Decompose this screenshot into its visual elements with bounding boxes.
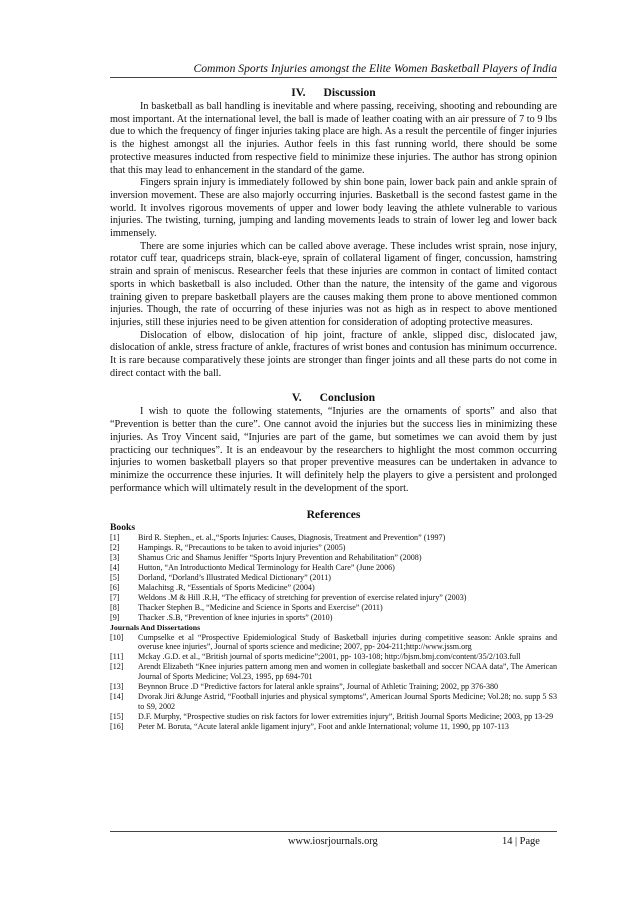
reference-number: [13]: [110, 682, 124, 692]
reference-item: [110, 692, 557, 712]
reference-number: [11]: [110, 652, 124, 662]
reference-item: [110, 613, 557, 623]
reference-number: [8]: [110, 602, 120, 612]
reference-item: [110, 593, 557, 603]
reference-item: [110, 662, 557, 682]
reference-text: Hampings. R, “Precautions to be taken to avoid injuries” (2005): [138, 543, 346, 553]
reference-number: [14]: [110, 691, 124, 701]
journals-label: Journals And Dissertations: [110, 622, 201, 632]
reference-text: Malachitsg .R, “Essentials of Sports Medicine” (2004): [138, 582, 315, 592]
section-title-conclusion: [110, 391, 557, 404]
reference-number: [3]: [110, 553, 120, 563]
references-title: References: [306, 508, 361, 522]
page-number: 14 | Page: [502, 836, 540, 847]
section-title-discussion: [110, 86, 557, 99]
reference-text: Arendt Elizabeth “Knee injuries pattern among men and women in collegiate basketball and soccer NCAA data”, The American Journal of Sports Medicine; Vol.23, 1995, pp 694-701: [138, 662, 557, 682]
reference-item: [110, 573, 557, 583]
header-rule: [110, 77, 557, 78]
reference-item: [110, 533, 557, 543]
reference-item: [110, 652, 557, 662]
reference-number: [1]: [110, 533, 120, 543]
running-title: Common Sports Injuries amongst the Elite Women Basketball Players of India: [193, 62, 557, 75]
reference-text: Hutton, “An Introductionto Medical Terminology for Health Care” (June 2006): [138, 563, 395, 573]
books-label: Books: [110, 522, 136, 534]
paragraph: There are some injuries which can be called above average. These includes wrist sprain, nose injury, rotator cuff tear, quadriceps strain, black-eye, sprain of collateral ligament of finger, concussion, hamstring strain and sprain of meniscus. Researcher feels that these injuries are common in contact of limited contact sports in which basketball is also included. Other than the nature, the intensity of the game and vigorous training given to prepare basketball players are the causes making them prone to above mentioned common injuries. Though, the rate of occurring of these injuries was not as high as in respect to above mentioned injuries, still these injuries need to be given attention for consideration of adopting protective measures.: [110, 240, 557, 328]
reference-text: Cumpselke et al “Prospective Epidemiological Study of Basketball injuries during competitive season: Ankle sprains and overuse knee injuries”, Journal of sports science and medicine; 2007, pp- 204-211;http://www.jssm.org: [138, 632, 557, 652]
footer-rule: [110, 831, 557, 832]
reference-number: [7]: [110, 592, 120, 602]
reference-number: [12]: [110, 662, 124, 672]
section-heading: Conclusion: [319, 391, 376, 405]
paragraph: Dislocation of elbow, dislocation of hip joint, fracture of ankle, slipped disc, dislocated jaw, dislocation of ankle, stress fracture of ankle, fractures of wrist bones and contusion has minimum occurrence. It is rare because comparatively these joints are stronger than finger joints and all these parts do not come in direct contact with the ball.: [110, 329, 557, 379]
reference-number: [5]: [110, 573, 120, 583]
paragraph: In basketball as ball handling is inevitable and where passing, receiving, shooting and rebounding are most important. At the international level, the ball is made of leather coating with an air pressure of 7 to 9 lbs due to which the frequency of finger injuries taking place are high. As a result the percentile of finger injuries is the highest amongst all the injuries. Author feels in this fast running world, there should be some protective measures inducted from respective field to minimize these injuries. The author has strong opinion that this may lead to enhancement in the standard of the game.: [110, 101, 557, 176]
reference-item: [110, 682, 557, 692]
reference-text: Thacker Stephen B., “Medicine and Science in Sports and Exercise” (2011): [138, 602, 383, 612]
reference-item: [110, 543, 557, 553]
paragraph: I wish to quote the following statements, “Injuries are the ornaments of sports” and also that “Prevention is better than the cure”. One cannot avoid the injuries but the success lies in minimizing these injuries. As Troy Vincent said, “Injuries are part of the game, but sometimes we can avoid them by just practicing our techniques”. It is an endeavour by the researchers to highlight the most common occurring injuries to women basketball players so that proper preventive measures can be undertaken in advance to minimize the occurrence these injuries. It will definitely help the players to give a persistent and prolonged performance which will ultimately result in the development of the sport.: [110, 406, 557, 494]
reference-item: [110, 722, 557, 732]
books-list: [110, 533, 557, 622]
section-number: V.: [291, 391, 302, 405]
reference-number: [4]: [110, 563, 120, 573]
reference-text: D.F. Murphy, “Prospective studies on risk factors for lower extremities injury”, British Journal Sports Medicine; 2003, pp 13-29: [138, 711, 554, 721]
reference-text: Weldons .M & Hill .R.H, “The efficacy of stretching for prevention of exercise related injury” (2003): [138, 592, 467, 602]
reference-item: [110, 563, 557, 573]
journals-list: [110, 633, 557, 732]
reference-item: [110, 603, 557, 613]
reference-item: [110, 553, 557, 563]
body-text: [110, 86, 557, 732]
reference-item: [110, 633, 557, 653]
reference-text: Mckay .G.D. et al., “British journal of sports medicine”;2001, pp- 103-108; http://bjsm.bmj.com/content/35/2/103.full: [138, 652, 521, 662]
reference-number: [15]: [110, 711, 124, 721]
reference-text: Thacker .S.B, “Prevention of knee injuries in sports” (2010): [138, 612, 333, 622]
reference-text: Dvorak Jiri &Junge Astrid, “Football injuries and physical symptoms”, American Journal Sports Medicine; Vol.28; no. supp 5 S3 to S9, 2002: [138, 691, 557, 711]
reference-number: [6]: [110, 582, 120, 592]
reference-text: Peter M. Boruta, “Acute lateral ankle ligament injury”, Foot and ankle International; volume 11, 1990, pp 107-113: [138, 721, 509, 731]
section-number: IV.: [291, 86, 306, 99]
footer-url[interactable]: www.iosrjournals.org: [288, 836, 378, 847]
reference-number: [10]: [110, 632, 124, 642]
reference-number: [2]: [110, 543, 120, 553]
reference-text: Shamus Cric and Shamus Jeniffer “Sports Injury Prevention and Rehabilitation” (2008): [138, 553, 422, 563]
reference-text: Dorland, “Dorland’s Illustrated Medical Dictionary” (2011): [138, 573, 331, 583]
reference-number: [16]: [110, 721, 124, 731]
reference-number: [9]: [110, 612, 120, 622]
section-heading: Discussion: [323, 86, 376, 99]
reference-item: [110, 583, 557, 593]
paragraph: Fingers sprain injury is immediately followed by shin bone pain, lower back pain and ankle sprain of inversion movement. These are also majorly occurring injuries. Basketball is the second fastest game in the world. It involves rigorous movements of upper and lower body leaving the athlete vulnerable to various injuries. The twisting, turning, jumping and landing movements leads to strain of lower leg and lower back immensely.: [110, 177, 557, 240]
reference-text: Beynnon Bruce .D “Predictive factors for lateral ankle sprains”, Journal of Athletic Training; 2002, pp 376-380: [138, 682, 499, 692]
reference-item: [110, 712, 557, 722]
reference-text: Bird R. Stephen., et. al.,“Sports Injuries: Causes, Diagnosis, Treatment and Prevention” (1997): [138, 533, 446, 543]
